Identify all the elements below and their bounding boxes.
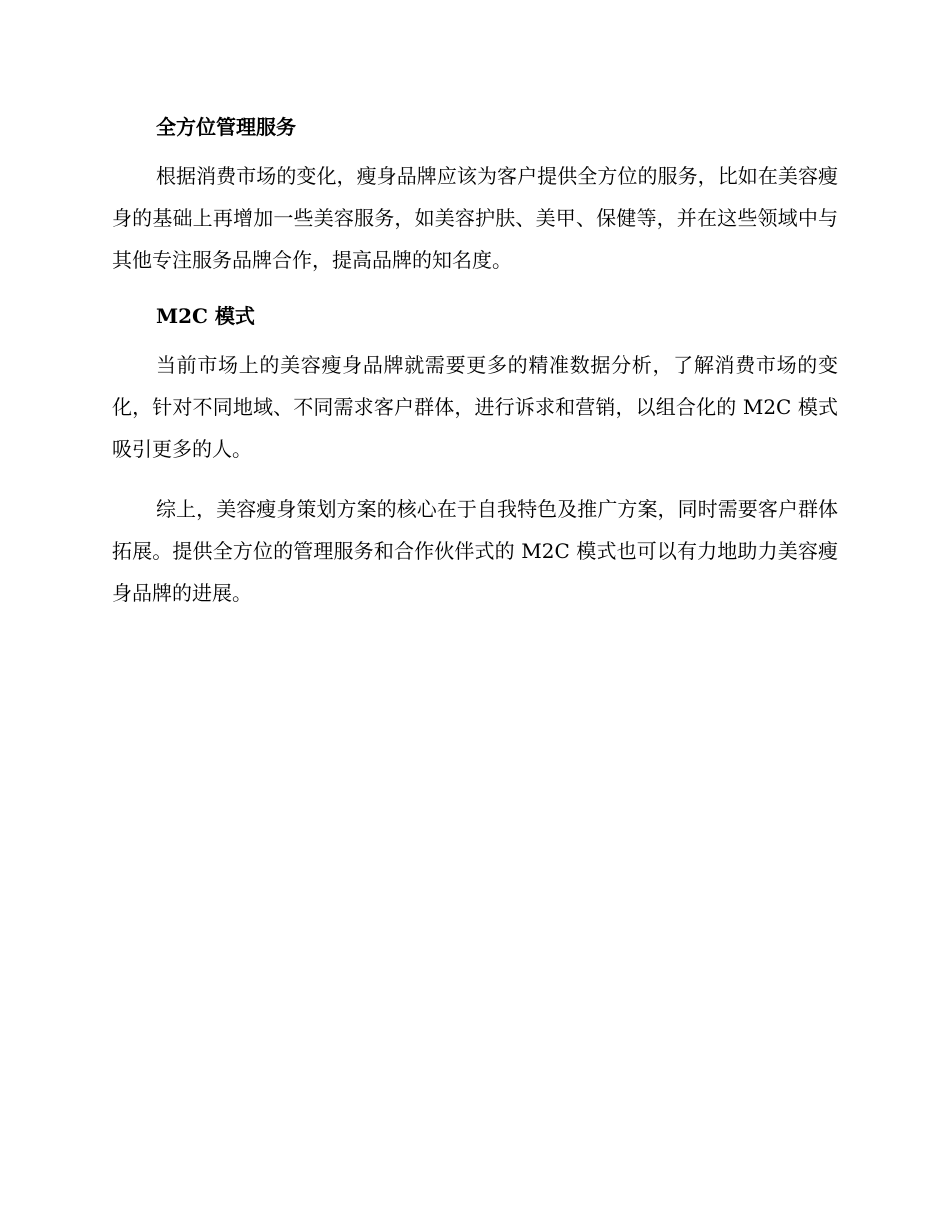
section-heading-management-service: 全方位管理服务 xyxy=(156,115,296,139)
document-body xyxy=(112,110,838,614)
section-heading-m2c-mode: M2C 模式 xyxy=(156,304,255,328)
section-paragraph-m2c-mode: 当前市场上的美容瘦身品牌就需要更多的精准数据分析，了解消费市场的变化，针对不同地域、不同需求客户群体，进行诉求和营销，以组合化的 M2C 模式吸引更多的人。 xyxy=(112,353,838,461)
section-paragraph-management-service: 根据消费市场的变化，瘦身品牌应该为客户提供全方位的服务，比如在美容瘦身的基础上再增加一些美容服务，如美容护肤、美甲、保健等，并在这些领域中与其他专注服务品牌合作，提高品牌的知名度。 xyxy=(112,164,838,272)
conclusion-paragraph: 综上，美容瘦身策划方案的核心在于自我特色及推广方案，同时需要客户群体拓展。提供全方位的管理服务和合作伙伴式的 M2C 模式也可以有力地助力美容瘦身品牌的进展。 xyxy=(112,497,838,605)
